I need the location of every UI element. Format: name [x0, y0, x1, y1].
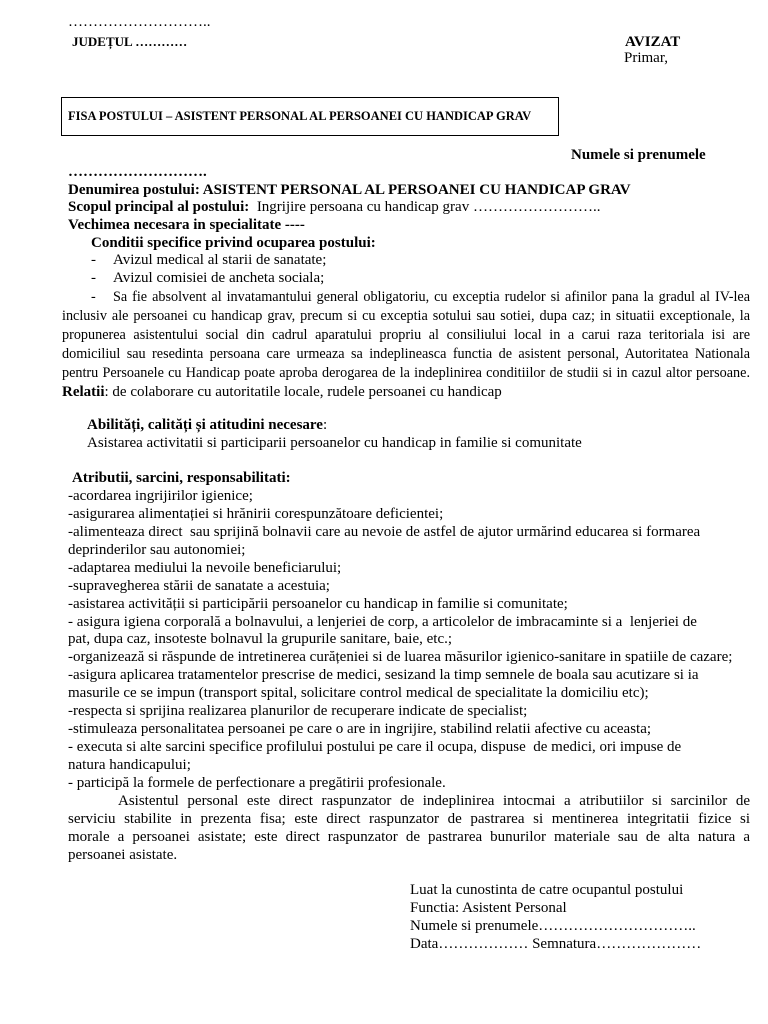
relations-label: Relatii [62, 383, 105, 400]
condition-text: pentru Persoanele cu Handicap poate aproba derogarea de la indeplinirea conditiilor de studii si in cazul altor persoane. [62, 364, 750, 381]
text-row [0, 182, 768, 200]
responsibility-line: morale a persoanei asistate; este direct raspunzator de pastrarea bunurilor materiale sau de alta natura a [68, 828, 750, 845]
conditions-title: Conditii specifice privind ocuparea postului: [91, 234, 376, 251]
text-row [0, 775, 768, 793]
condition-item [0, 288, 768, 307]
text-row [0, 345, 768, 364]
text-row [0, 935, 768, 953]
condition-text: Avizul comisiei de ancheta sociala; [113, 270, 325, 287]
text-row [0, 524, 768, 542]
relations-line [62, 383, 502, 402]
text-row [0, 578, 768, 596]
county-line: JUDEȚUL ………… [72, 34, 188, 49]
text-row [0, 847, 768, 865]
conditions-paragraph-section [0, 288, 768, 402]
text-row [0, 364, 768, 383]
text-row [0, 757, 768, 775]
text-row [0, 899, 768, 917]
text-row [0, 326, 768, 345]
duty-line: -adaptarea mediului la nevoile beneficiarului; [68, 559, 342, 576]
responsibility-line: Asistentul personal este direct raspunzator de indeplinirea intocmai a atributiilor si sarcinilor de [118, 792, 750, 809]
text-row [0, 721, 768, 739]
condition-item [0, 270, 768, 288]
duty-line: masurile ce se impun (transport spital, solicitare control medical de specialitate la domiciliu etc); [68, 685, 649, 702]
text-row [0, 506, 768, 524]
title-box [61, 97, 559, 136]
duty-line: - executa si alte sarcini specifice profilului postului pe care il ocupa, dispuse de medici, ori impuse de [68, 739, 682, 756]
job-title-value: ASISTENT PERSONAL AL PERSOANEI CU HANDICAP GRAV [199, 181, 631, 198]
approval-label: AVIZAT [625, 34, 681, 50]
text-row [0, 164, 768, 182]
skills-label: Abilități, calități și atitudini necesare [87, 417, 323, 433]
text-row [0, 917, 768, 935]
text-row [0, 235, 768, 253]
list-bullet: - [91, 270, 96, 287]
text-row [0, 307, 768, 326]
text-row [0, 217, 768, 235]
mayor-label: Primar, [624, 50, 668, 66]
text-row [0, 614, 768, 632]
main-purpose-value: Ingrijire persoana cu handicap grav …………………….. [249, 199, 601, 216]
condition-text: inclusiv ale persoanei cu handicap grav, precum si cu exceptia sotului sau sotiei, dupa caz; in situatii exceptionale, la [62, 307, 750, 324]
duty-line: -asistarea activității si participării persoanelor cu handicap in familie si comunitate; [68, 595, 568, 612]
seniority-line: Vechimea necesara in specialitate ---- [68, 217, 305, 234]
duties-section [0, 470, 768, 865]
text-row [0, 417, 768, 435]
duty-line: - asigura igiena corporală a bolnavului, a lenjeriei de corp, a articolelor de imbracaminte si a lenjeriei de [68, 613, 697, 630]
employee-name-label: Numele si prenumele [571, 147, 706, 163]
duty-line: -supravegherea stării de sanatate a acestuia; [68, 577, 330, 594]
text-row [0, 488, 768, 506]
main-purpose-line [68, 199, 600, 217]
main-purpose-label: Scopul principal al postului: [68, 199, 250, 216]
text-row [0, 560, 768, 578]
duty-line: pat, dupa caz, insoteste bolnavul la grupurile sanitare, baie, etc.; [68, 631, 453, 648]
text-row [0, 739, 768, 757]
text-row [0, 829, 768, 847]
job-title-line [68, 182, 631, 200]
text-row [0, 383, 768, 402]
duties-title: Atributii, sarcini, responsabilitati: [72, 470, 291, 486]
skills-title [87, 417, 327, 435]
condition-text: Sa fie absolvent al invatamantului general obligatoriu, cu exceptia rudelor si afinilor pana la gradul al IV-lea [113, 288, 750, 305]
text-row [0, 685, 768, 703]
function-line: Functia: Asistent Personal [410, 900, 567, 916]
text-row [0, 470, 768, 488]
duty-line: -respecta si sprijina realizarea planurilor de recuperare indicate de specialist; [68, 703, 528, 720]
skills-text: Asistarea activitatii si participarii persoanelor cu handicap in familie si comunitate [87, 434, 582, 451]
text-row [0, 649, 768, 667]
text-row [0, 542, 768, 560]
text-row [0, 199, 768, 217]
duty-line: -stimuleaza personalitatea persoanei pe care o are in ingrijire, stabilind relatii afective cu aceasta; [68, 721, 652, 738]
text-row [0, 703, 768, 721]
responsibility-line: serviciu stabilite in prezenta fisa; este direct raspunzator de pastrarea si mentinerea integritatii fizice si [68, 810, 750, 827]
condition-text: domiciliul sau resedinta persoana care urmeaza sa indeplineasca functia de asistent personal, Autoritatea Nationala [62, 345, 750, 362]
skills-colon: : [322, 417, 328, 433]
text-row [0, 435, 768, 453]
date-signature-line: Data……………… Semnatura………………… [410, 936, 702, 952]
duty-line: -asigura aplicarea tratamentelor prescrise de medici, sesizand la timp semnele de boala sau acutizare si ia [68, 667, 699, 684]
responsibility-line: persoanei asistate. [68, 846, 178, 863]
acknowledgement-section [0, 881, 768, 953]
condition-item [0, 252, 768, 270]
duty-line: deprinderilor sau autonomiei; [68, 541, 246, 558]
skills-section [0, 417, 768, 452]
text-row [0, 811, 768, 829]
list-bullet: - [91, 252, 96, 269]
text-row [0, 631, 768, 649]
text-row [0, 881, 768, 899]
document-title: FISA POSTULUI – ASISTENT PERSONAL AL PERSOANEI CU HANDICAP GRAV [68, 109, 532, 123]
duty-line: - participă la formele de perfectionare a pregătirii profesionale. [68, 774, 446, 791]
duty-line: natura handicapului; [68, 757, 191, 773]
text-row [0, 667, 768, 685]
condition-text: Avizul medical al starii de sanatate; [113, 252, 327, 269]
condition-text: propunerea asistentului social din cadrul aparatului propriu al consiliului local in a carui raza teritoriala isi are [62, 326, 750, 343]
job-title-label: Denumirea postului: [68, 181, 200, 198]
signature-name-line: Numele si prenumele………………………….. [410, 918, 696, 934]
list-bullet: - [91, 288, 96, 305]
relations-value: : de colaborare cu autoritatile locale, rudele persoanei cu handicap [104, 383, 502, 400]
duty-line: -asigurarea alimentației si hrănirii corespunzătoare deficientei; [68, 505, 444, 522]
duty-line: -acordarea ingrijirilor igienice; [68, 487, 253, 504]
job-info-section [0, 164, 768, 288]
text-row [0, 596, 768, 614]
header-dotted-line: ……………………….. [68, 14, 211, 30]
employee-name-dots: ………………………. [68, 164, 207, 180]
text-row [0, 793, 768, 811]
acknowledgement-statement: Luat la cunostinta de catre ocupantul postului [410, 882, 684, 898]
duty-line: -alimenteaza direct sau sprijină bolnavii care au nevoie de astfel de ajutor urmărind educarea si formarea [68, 523, 701, 540]
duty-line: -organizează si răspunde de intretinerea curățeniei si de luarea măsurilor igienico-sanitare in spatiile de cazare; [68, 649, 733, 666]
